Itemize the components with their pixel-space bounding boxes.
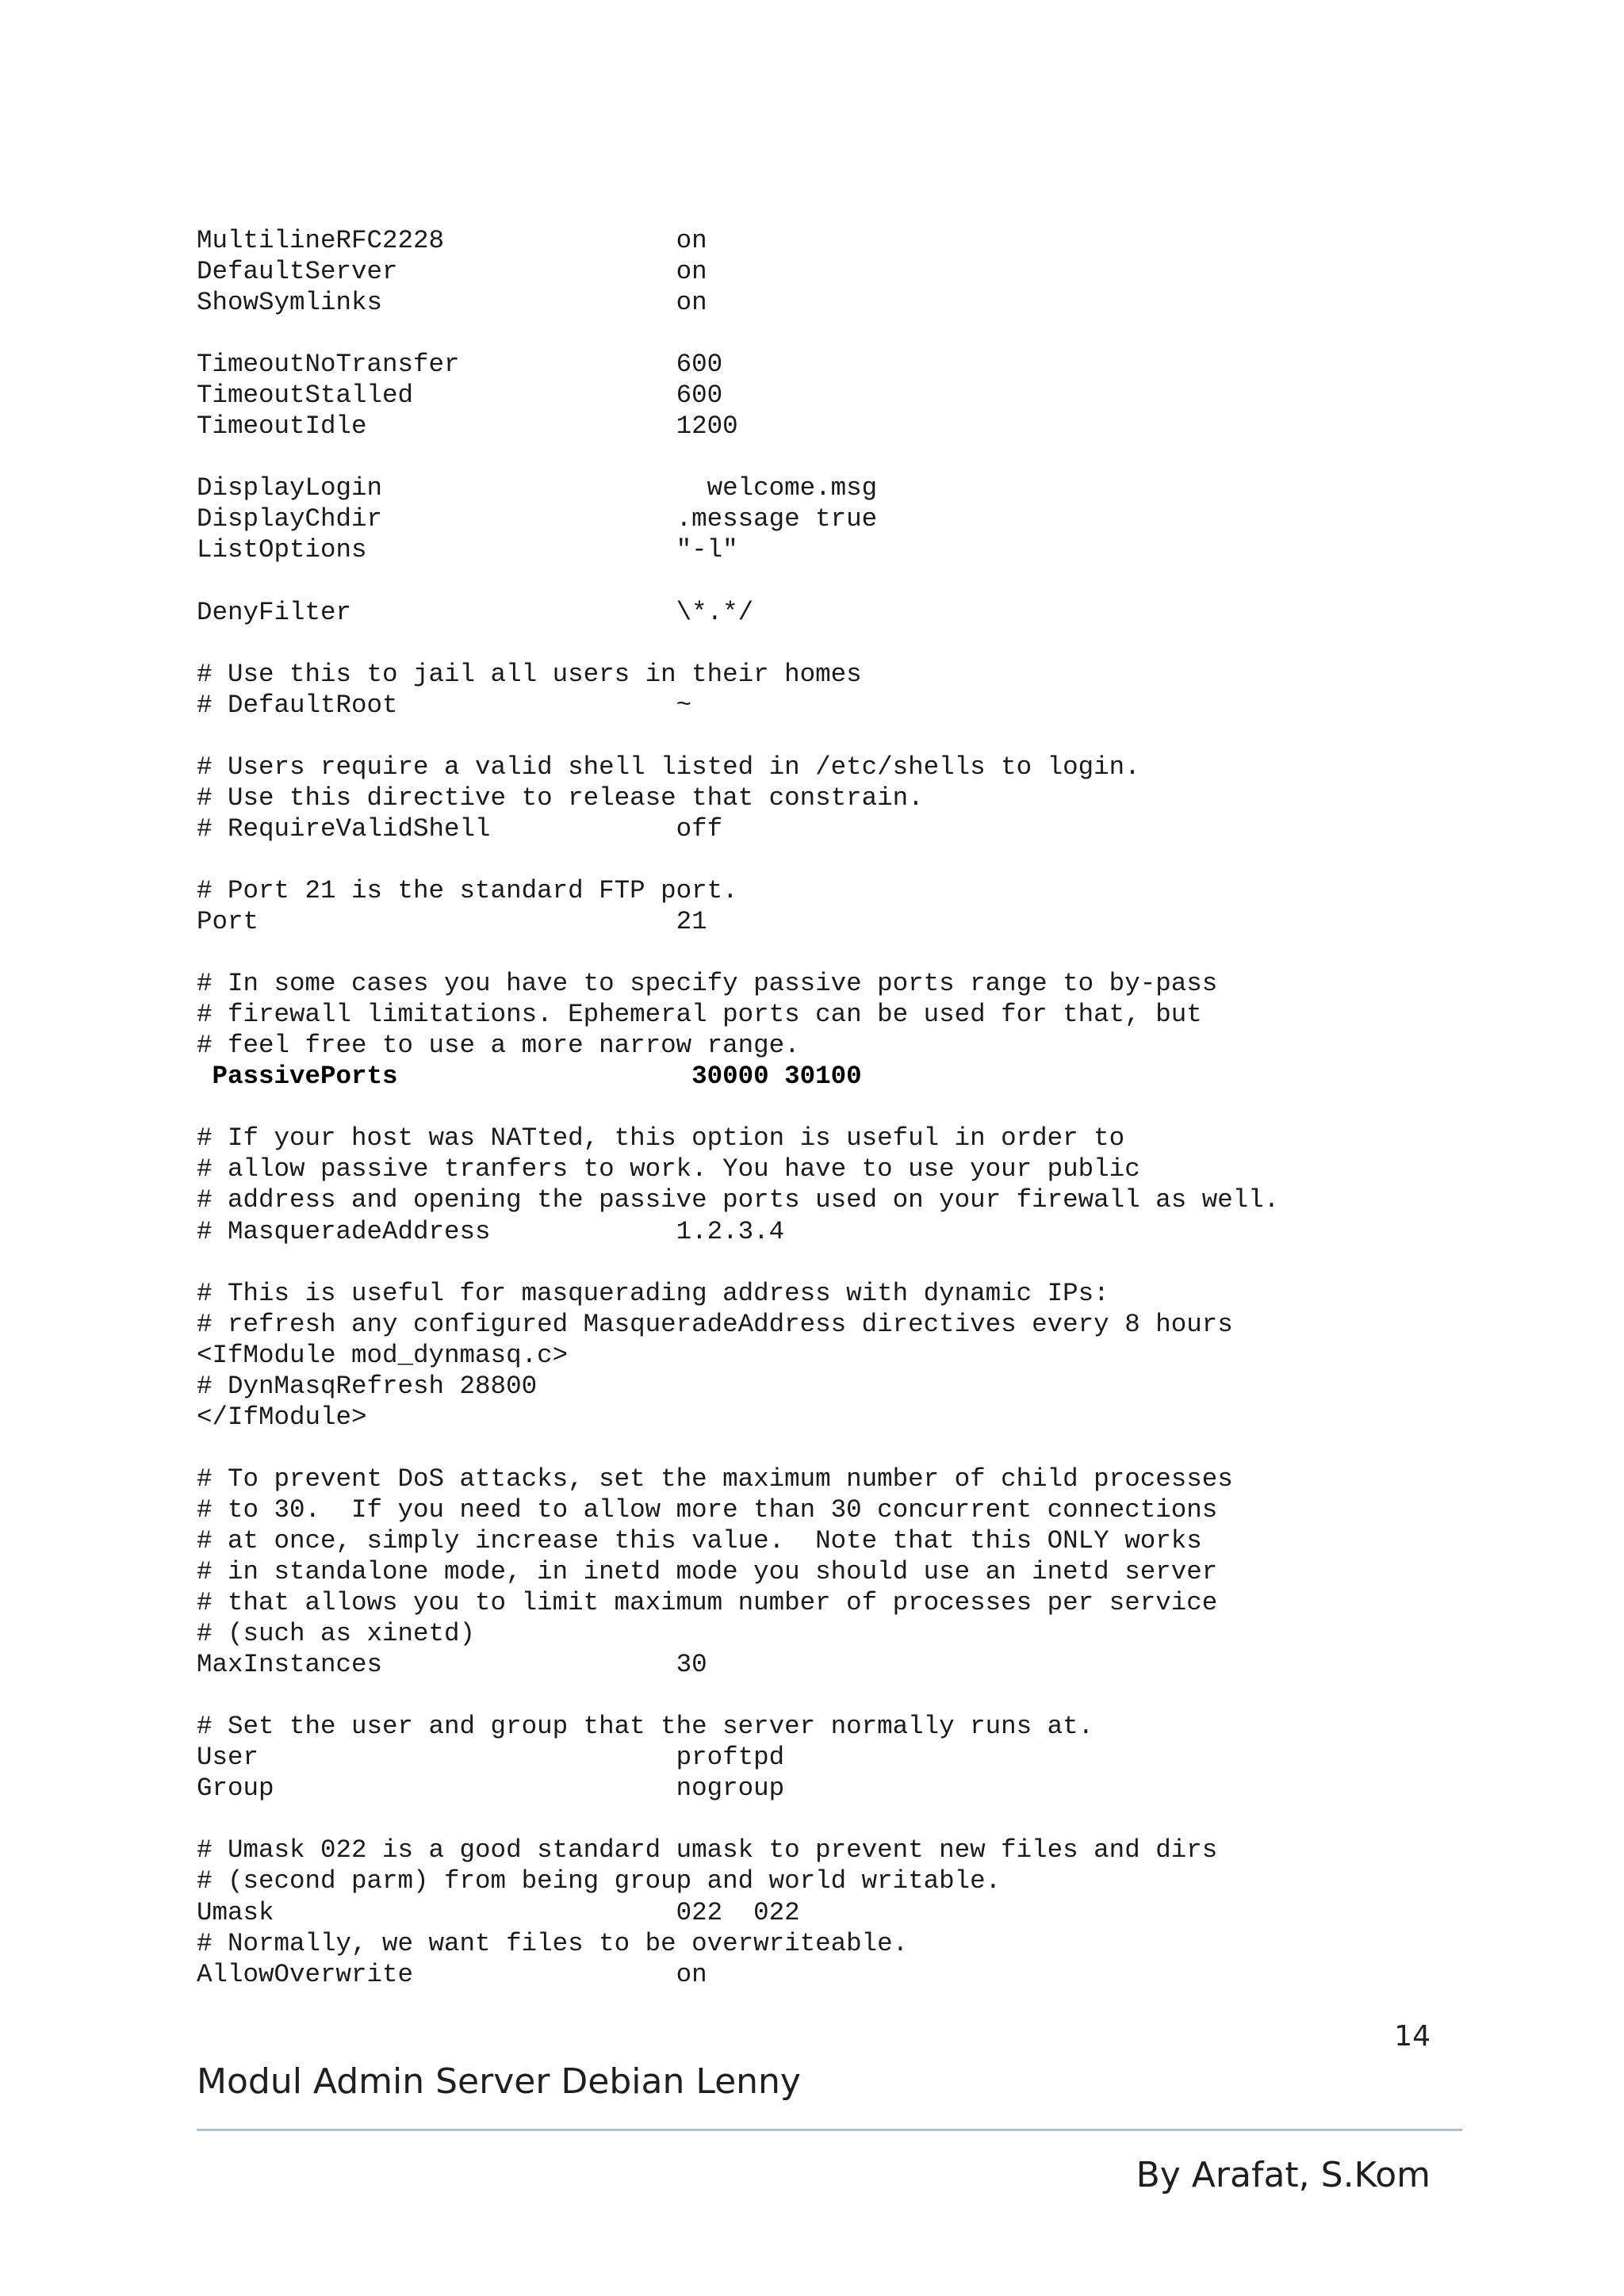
config-line: # address and opening the passive ports used on your firewall as well. bbox=[197, 1185, 1280, 1215]
config-line: Group nogroup bbox=[197, 1774, 785, 1804]
config-line: # (such as xinetd) bbox=[197, 1619, 476, 1649]
config-line: # DynMasqRefresh 28800 bbox=[197, 1371, 538, 1401]
config-line: AllowOverwrite on bbox=[197, 1959, 707, 1989]
config-line: <IfModule mod_dynmasq.c> bbox=[197, 1340, 569, 1370]
config-line: ListOptions "-l" bbox=[197, 535, 738, 565]
config-line: # DefaultRoot ~ bbox=[197, 690, 692, 720]
config-line: </IfModule> bbox=[197, 1402, 367, 1432]
config-line: # (second parm) from being group and world writable. bbox=[197, 1866, 1002, 1896]
config-line: PassivePorts 30000 30100 bbox=[197, 1062, 862, 1092]
config-line: # that allows you to limit maximum number of processes per service bbox=[197, 1588, 1218, 1618]
config-line: # at once, simply increase this value. Note that this ONLY works bbox=[197, 1525, 1202, 1556]
config-line: # feel free to use a more narrow range. bbox=[197, 1031, 800, 1061]
config-line: Port 21 bbox=[197, 907, 707, 937]
page-number: 14 bbox=[1394, 2020, 1431, 2053]
config-line: DenyFilter \*.*/ bbox=[197, 597, 754, 627]
config-line: # refresh any configured MasqueradeAddress directives every 8 hours bbox=[197, 1309, 1233, 1339]
config-line: TimeoutStalled 600 bbox=[197, 381, 723, 411]
blank-line bbox=[197, 566, 1279, 597]
config-line: TimeoutIdle 1200 bbox=[197, 411, 738, 442]
config-line: # Users require a valid shell listed in /etc/shells to login. bbox=[197, 752, 1140, 782]
config-line: Umask 022 022 bbox=[197, 1897, 800, 1927]
config-line: TimeoutNoTransfer 600 bbox=[197, 350, 723, 380]
config-line: # MasqueradeAddress 1.2.3.4 bbox=[197, 1216, 785, 1246]
config-line: # RequireValidShell off bbox=[197, 813, 723, 844]
blank-line bbox=[197, 1680, 1279, 1711]
config-line: # in standalone mode, in inetd mode you should use an inetd server bbox=[197, 1557, 1218, 1587]
config-line: # allow passive tranfers to work. You have to use your public bbox=[197, 1154, 1140, 1184]
blank-line bbox=[197, 1433, 1279, 1464]
blank-line bbox=[197, 844, 1279, 875]
config-line: MultilineRFC2228 on bbox=[197, 226, 707, 255]
config-line: # To prevent DoS attacks, set the maximum number of child processes bbox=[197, 1464, 1233, 1494]
config-line: DisplayLogin welcome.msg bbox=[197, 473, 878, 503]
config-line: # In some cases you have to specify passive ports range to by-pass bbox=[197, 969, 1218, 999]
config-line: # Port 21 is the standard FTP port. bbox=[197, 875, 738, 905]
config-code-block bbox=[197, 225, 1279, 1990]
config-line: DisplayChdir .message true bbox=[197, 504, 878, 534]
blank-line bbox=[197, 442, 1279, 473]
blank-line bbox=[197, 1092, 1279, 1123]
blank-line bbox=[197, 1804, 1279, 1835]
blank-line bbox=[197, 721, 1279, 752]
blank-line bbox=[197, 628, 1279, 659]
config-line: # This is useful for masquerading address with dynamic IPs: bbox=[197, 1278, 1109, 1308]
footer-title: Modul Admin Server Debian Lenny bbox=[197, 2061, 801, 2102]
footer-divider bbox=[197, 2129, 1462, 2131]
config-line: # Umask 022 is a good standard umask to prevent new files and dirs bbox=[197, 1835, 1218, 1866]
config-line: MaxInstances 30 bbox=[197, 1650, 707, 1680]
footer-author: By Arafat, S.Kom bbox=[1136, 2155, 1431, 2195]
config-line: User proftpd bbox=[197, 1743, 785, 1773]
config-line: # If your host was NATted, this option is useful in order to bbox=[197, 1123, 1125, 1154]
config-line: # to 30. If you need to allow more than 30 concurrent connections bbox=[197, 1494, 1218, 1525]
config-line: ShowSymlinks on bbox=[197, 288, 707, 318]
blank-line bbox=[197, 937, 1279, 968]
config-line: DefaultServer on bbox=[197, 257, 707, 287]
blank-line bbox=[197, 1247, 1279, 1278]
config-line: # Set the user and group that the server normally runs at. bbox=[197, 1712, 1094, 1742]
config-line: # Use this directive to release that constrain. bbox=[197, 783, 924, 813]
config-line: # Use this to jail all users in their homes bbox=[197, 659, 862, 689]
config-line: # firewall limitations. Ephemeral ports can be used for that, but bbox=[197, 1000, 1202, 1030]
blank-line bbox=[197, 318, 1279, 349]
config-line: # Normally, we want files to be overwriteable. bbox=[197, 1928, 909, 1958]
